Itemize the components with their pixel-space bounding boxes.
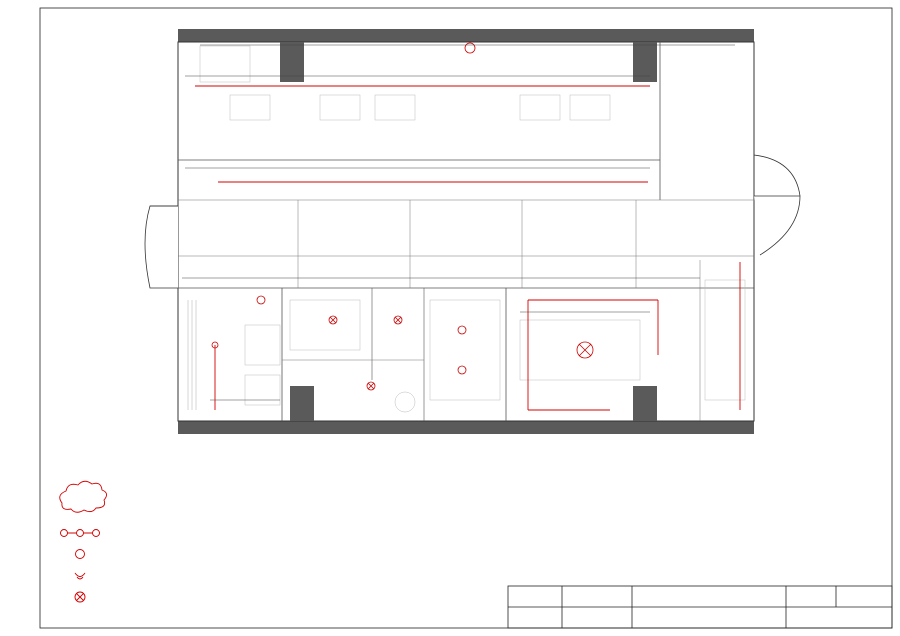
legend-ceiling-light-icon xyxy=(76,550,85,559)
legend-cloud-icon xyxy=(60,481,107,512)
bottom-wall xyxy=(178,421,754,434)
dimension-lines xyxy=(182,45,735,400)
legend-pendant-icon xyxy=(75,592,85,602)
column xyxy=(290,386,314,421)
ceiling-lights xyxy=(212,296,466,374)
legend-track-icon xyxy=(60,530,100,537)
track-lights xyxy=(195,86,740,410)
floor-plan xyxy=(145,29,800,434)
sheet-frame xyxy=(40,8,892,628)
column xyxy=(633,386,657,421)
door-right xyxy=(754,196,800,255)
legend-symbols xyxy=(60,481,107,602)
legend-wall-sconce-icon xyxy=(75,573,85,579)
title-block-grid xyxy=(508,586,892,628)
door-left xyxy=(145,206,178,288)
plan-outline xyxy=(178,42,754,421)
top-wall xyxy=(178,29,754,42)
